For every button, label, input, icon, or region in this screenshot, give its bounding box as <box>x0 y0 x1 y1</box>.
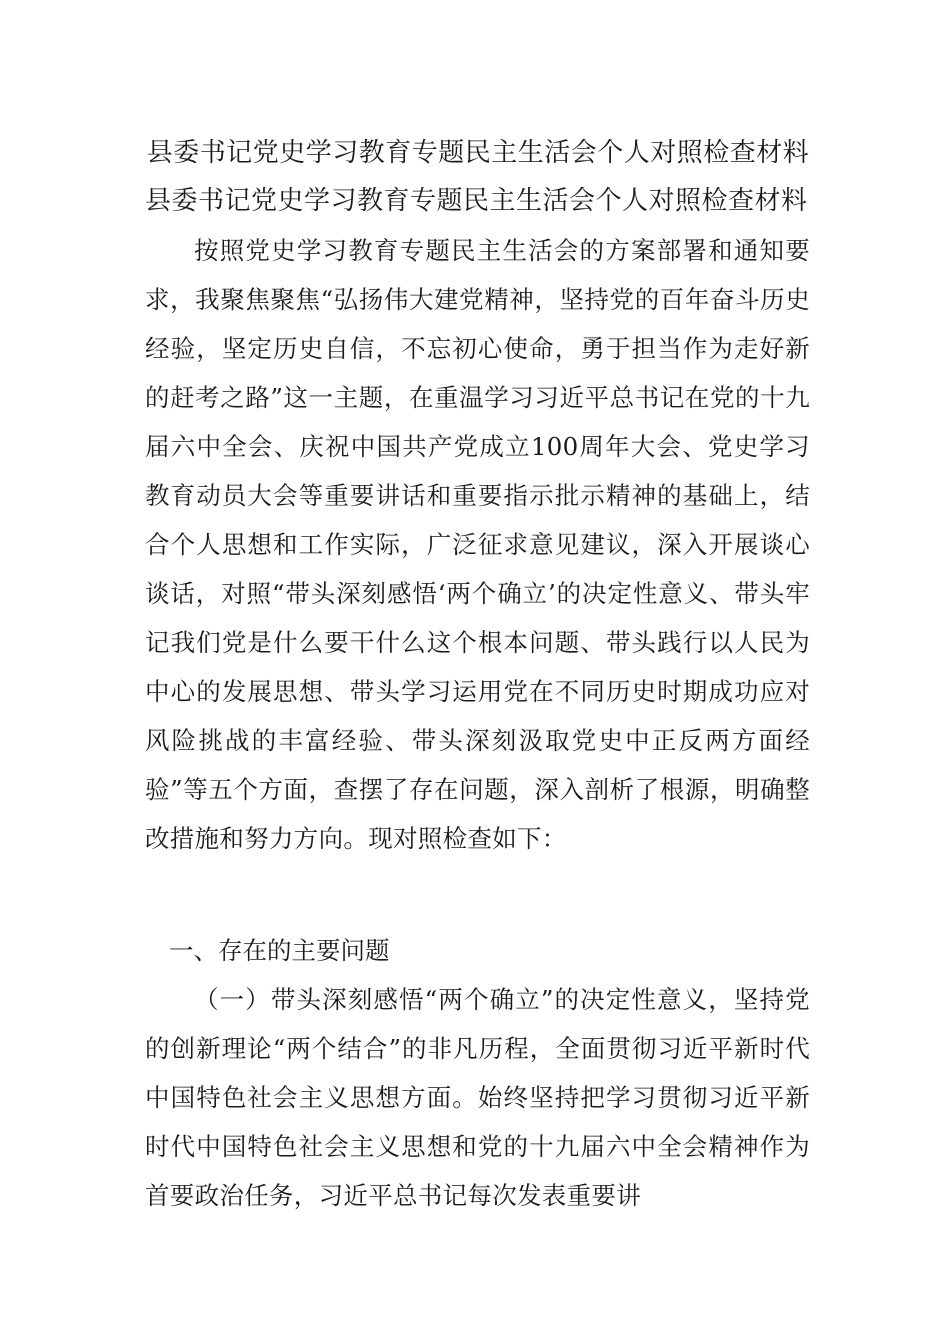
document-title: 县委书记党史学习教育专题民主生活会个人对照检查材料 <box>146 138 810 168</box>
section-heading: 一、存在的主要问题 <box>169 936 390 965</box>
document-title-repeat: 县委书记党史学习教育专题民主生活会个人对照检查材料 <box>145 186 808 216</box>
section-paragraph: （一）带头深刻感悟“两个确立”的决定性意义，坚持党的创新理论“两个结合”的非凡历程，全面贯彻习近平新时代中国特色社会主义思想方面。始终坚持把学习贯彻习近平新时代中国特色社会主义思想和党的十九届六中全会精神作为首要政治任务，习近平总书记每次发表重要讲 <box>145 985 810 1210</box>
intro-paragraph: 按照党史学习教育专题民主生活会的方案部署和通知要求，我聚焦聚焦“弘扬伟大建党精神，坚持党的百年奋斗历史经验，坚定历史自信，不忘初心使命，勇于担当作为走好新的赶考之路”这一主题，在重温学习习近平总书记在党的十九届六中全会、庆祝中国共产党成立100周年大会、党史学习教育动员大会等重要讲话和重要指示批示精神的基础上，结合个人思想和工作实际，广泛征求意见建议，深入开展谈心谈话，对照“带头深刻感悟‘两个确立’的决定性意义、带头牢记我们党是什么要干什么这个根本问题、带头践行以人民为中心的发展思想、带头学习运用党在不同历史时期成功应对风险挑战的丰富经验、带头深刻汲取党史中正反两方面经验”等五个方面，查摆了存在问题，深入剖析了根源，明确整改措施和努力方向。现对照检查如下： <box>145 236 810 853</box>
